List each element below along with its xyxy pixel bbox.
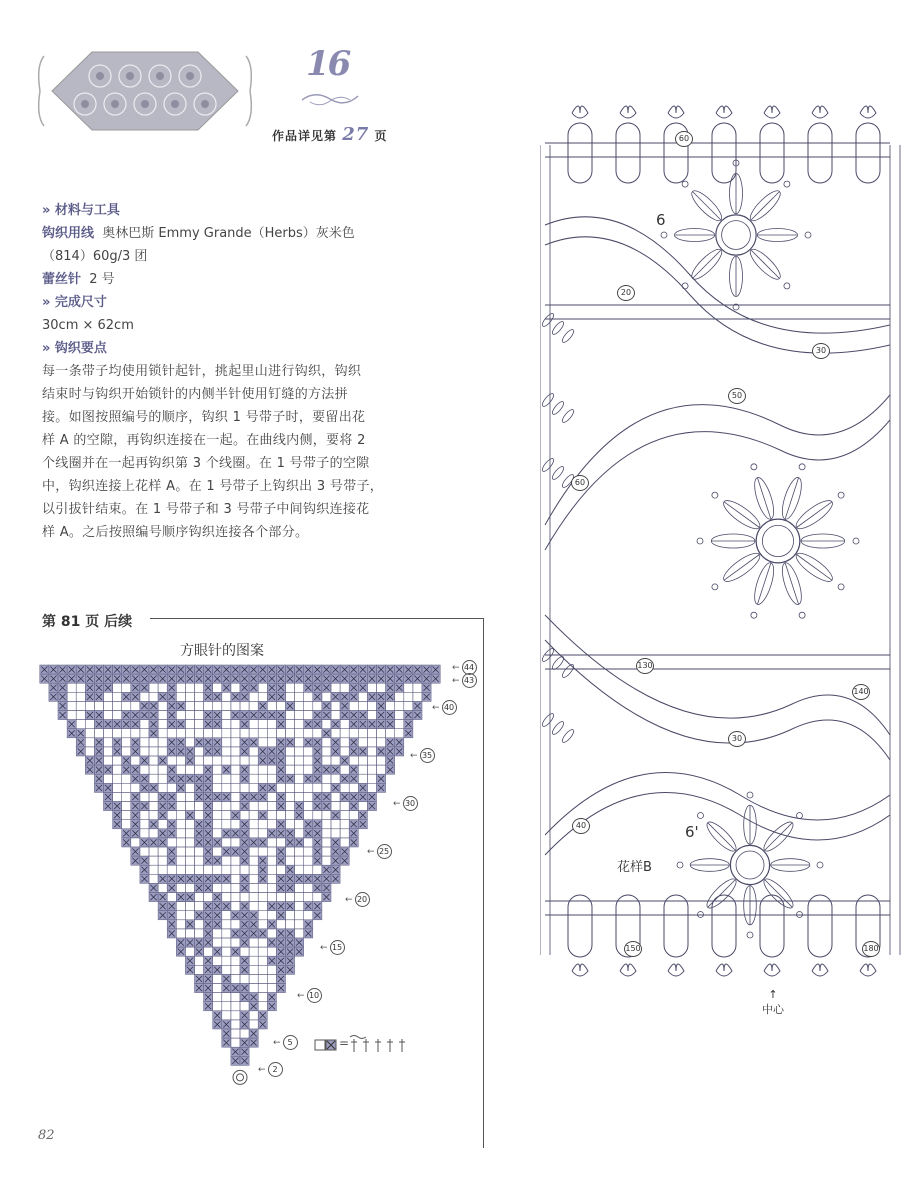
work-page-reference [272,124,387,145]
ref-page-number: 27 [342,124,370,145]
stitch-count-label: 30 [812,343,830,359]
materials-heading: » 材料与工具 [42,203,120,218]
points-paragraph [42,360,422,544]
yarn-label: 钩织用线 [42,226,95,241]
filet-chart-title: 方眼针的图案 [180,643,264,659]
stitch-count-label: 30 [728,731,746,747]
crochet-diagram [540,95,910,1015]
doily-photo [30,46,260,136]
section-rule [150,618,483,619]
project-number: 16 [306,44,350,84]
points-line: 样 A 的空隙，再钩织连接在一起。在曲线内侧，要将 2 [42,433,366,448]
size-text: 30cm × 62cm [42,318,134,333]
row-marker: ← 35 [410,748,435,763]
row-marker: ← 5 [273,1035,298,1050]
continuation-heading: 第 81 页 后续 [42,614,133,630]
row-marker: ← 44 [452,660,477,675]
points-line: 样 A。之后按照编号顺序钩织连接各个部分。 [42,525,309,540]
row-marker: ← 20 [345,892,370,907]
hook-line [42,268,422,291]
yarn-line-2: （814）60g/3 团 [42,249,148,264]
row-marker: ← 25 [367,844,392,859]
hook-text: 2 号 [89,272,115,287]
motif-label-6: 6 [656,211,666,229]
section-vertical-rule [483,618,484,1148]
points-line: 接。如图按照编号的顺序，钩织 1 号带子时，要留出花 [42,410,366,425]
center-marker [762,988,784,1017]
size-heading: » 完成尺寸 [42,295,107,310]
row-marker: ← 10 [297,988,322,1003]
points-line: 中，钩织连接上花样 A。在 1 号带子上钩织出 3 号带子， [42,479,384,494]
pattern-b-label: 花样B [617,860,652,875]
stitch-count-label: 60 [675,131,693,147]
legend-symbols [314,1034,414,1056]
ref-prefix: 作品详见第 [272,129,338,143]
row-marker: ← 40 [432,700,457,715]
points-line: 每一条带子均使用锁针起针，挑起里山进行钩织，钩织 [42,364,362,379]
points-line: 以引拔针结束。在 1 号带子和 3 号带子中间钩织连接花 [42,502,370,517]
yarn-text: 奥林巴斯 Emmy Grande（Herbs）灰米色 [102,226,355,241]
row-marker: ← 2 [258,1062,283,1077]
points-line: 个线圈并在一起再钩织第 3 个线圈。在 1 号带子的空隙 [42,456,370,471]
stitch-count-label: 140 [852,684,870,700]
instructions-block [42,199,422,544]
stitch-count-label: 130 [636,658,654,674]
stitch-count-label: 20 [617,285,635,301]
hook-label: 蕾丝针 [42,272,82,287]
stitch-count-label: 40 [572,818,590,834]
points-line: 结束时与钩织开始锁针的内侧半针使用钉缝的方法拼 [42,387,348,402]
stitch-count-label: 150 [624,941,642,957]
row-marker: ← 30 [393,796,418,811]
ref-suffix: 页 [374,129,388,143]
row-marker: ← 43 [452,673,477,688]
flourish-ornament [300,88,360,110]
yarn-line [42,222,422,245]
filet-chart [30,655,480,1095]
row-marker: ← 15 [320,940,345,955]
points-heading: » 钩织要点 [42,341,107,356]
stitch-legend [314,1034,414,1056]
stitch-count-label: 180 [862,941,880,957]
up-arrow-icon: ↑ [768,988,778,1001]
motif-label-6-prime: 6' [685,823,699,841]
center-label: 中心 [762,1003,784,1016]
stitch-count-label: 50 [728,388,746,404]
legend-equals: = [339,1036,350,1050]
stitch-count-label: 60 [571,475,589,491]
page-number: 82 [38,1128,55,1143]
